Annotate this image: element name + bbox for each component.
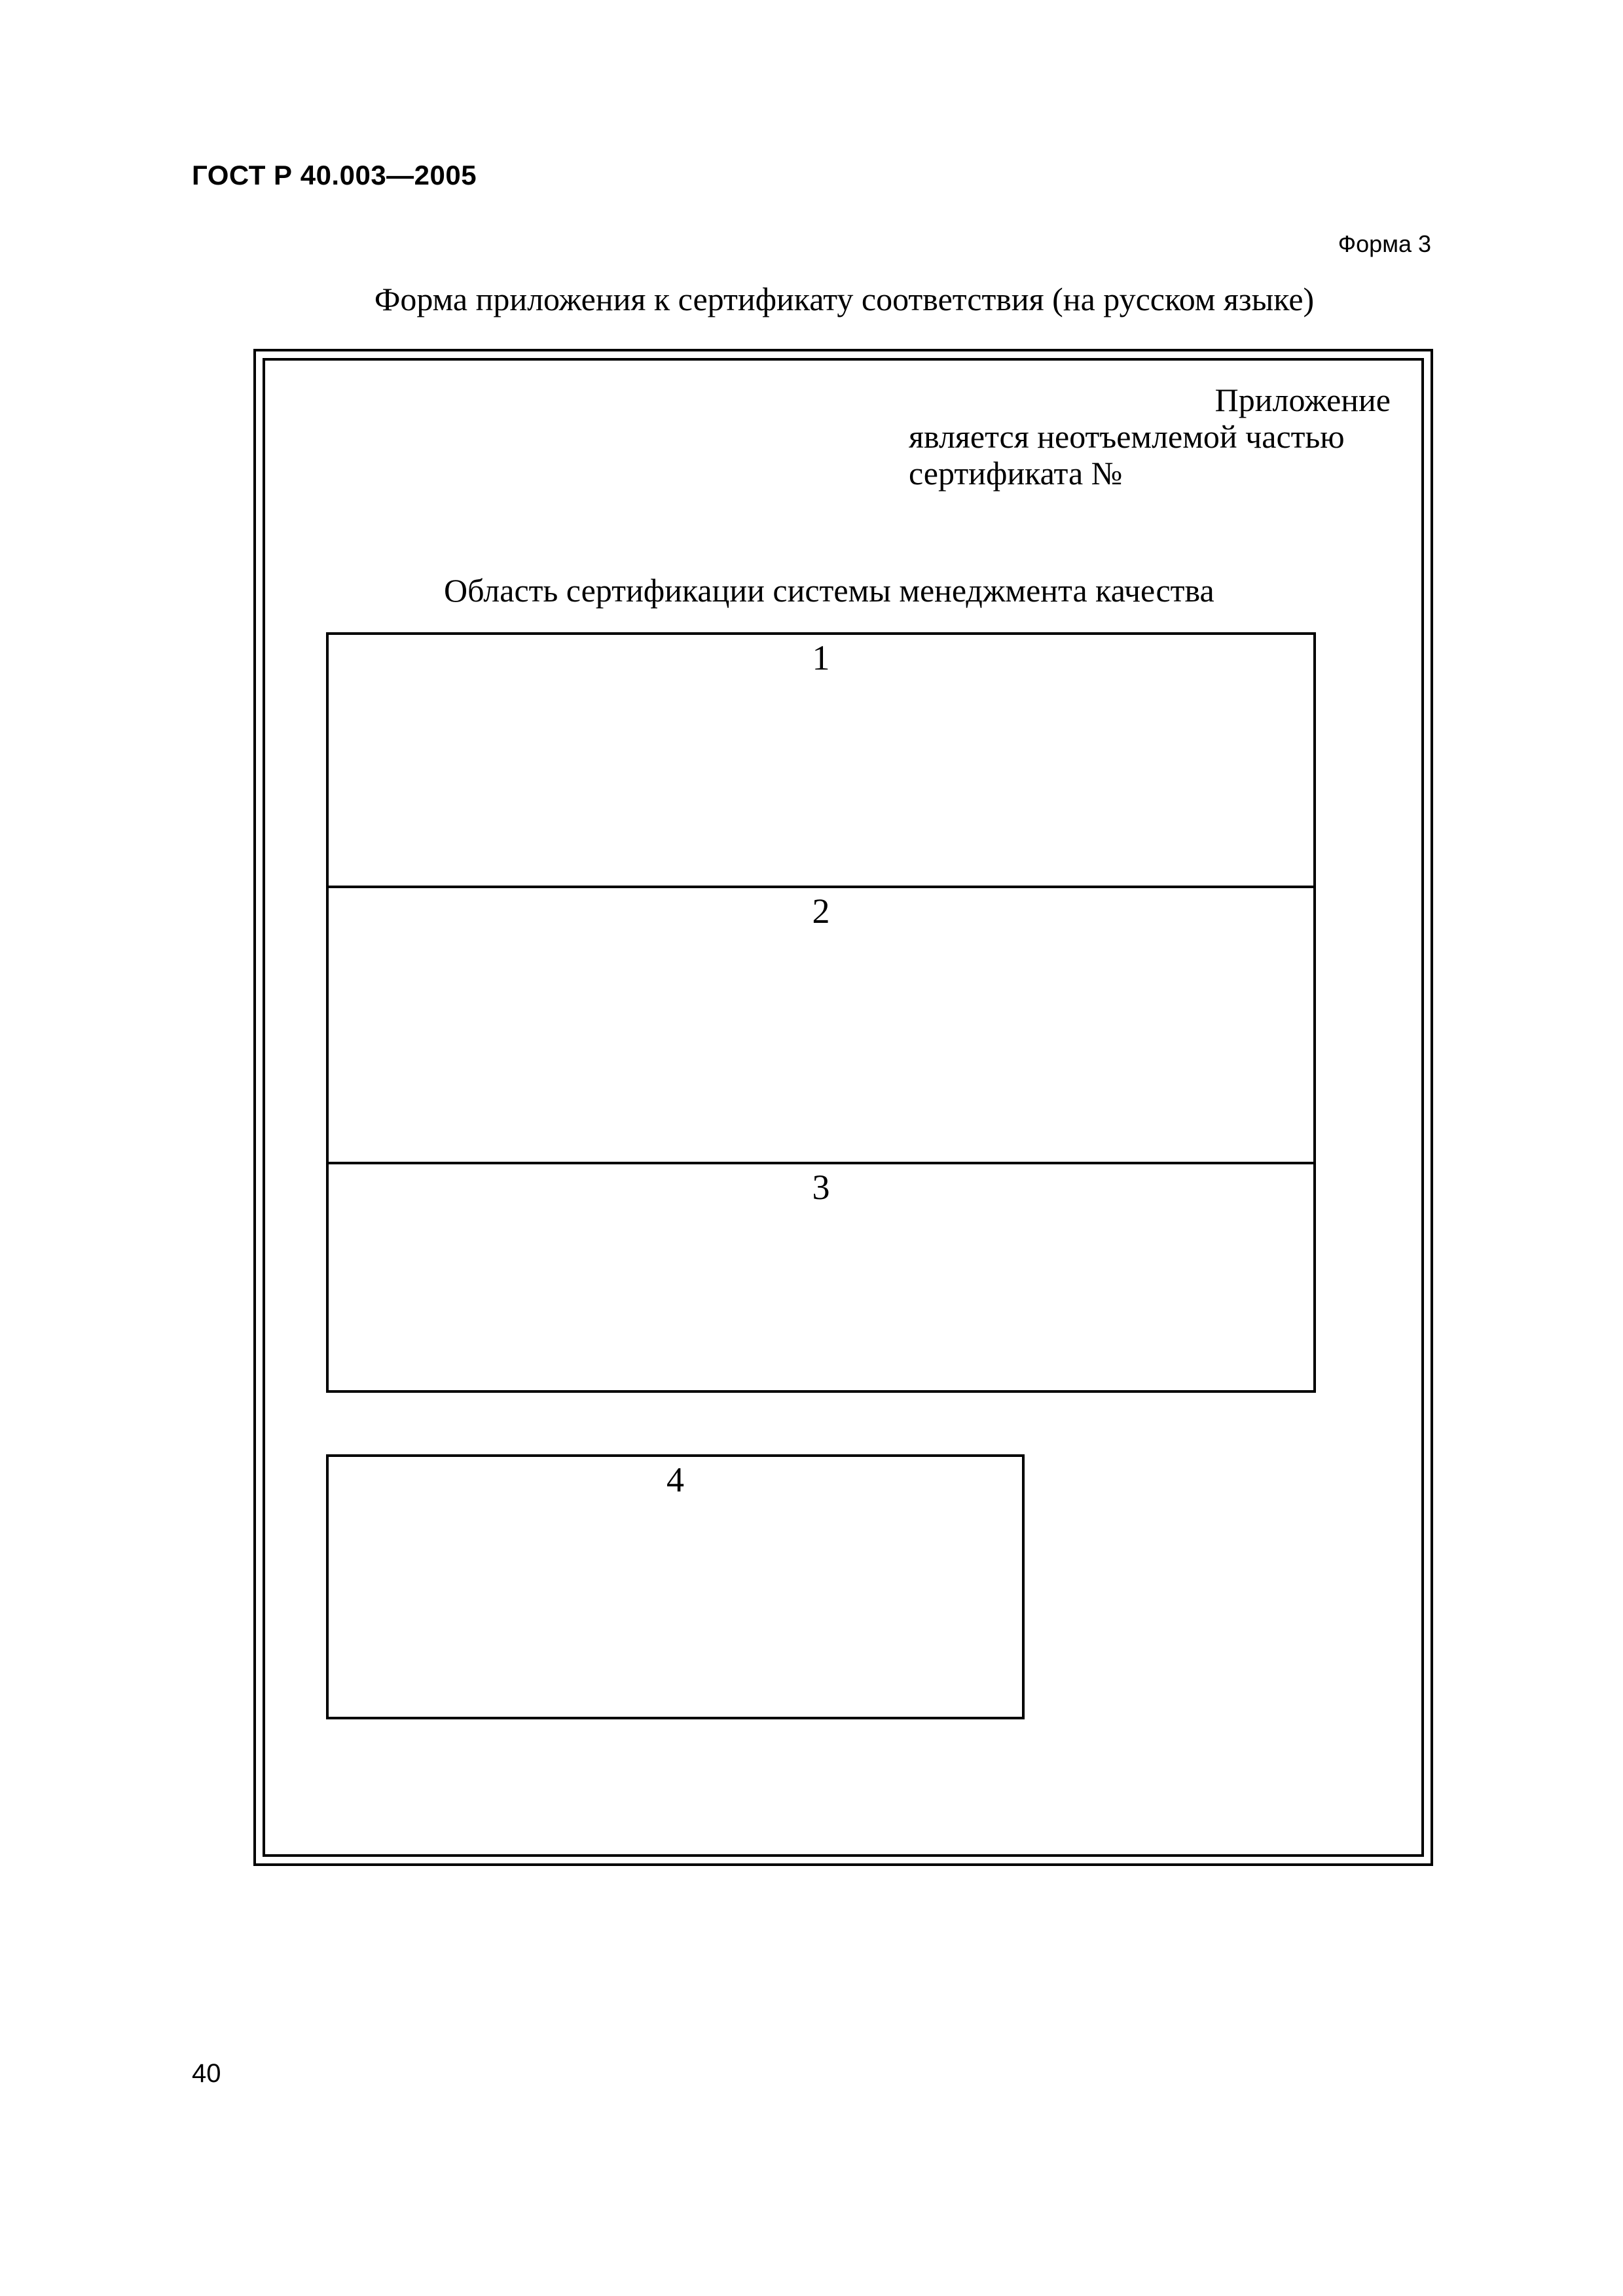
scope-title: Область сертификации системы менеджмента качества [444,572,1214,609]
field-box-3 [326,1162,1316,1393]
field-number: 1 [812,638,830,677]
field-number: 3 [812,1168,830,1207]
appendix-note-line-2: сертификата № [909,455,1123,492]
field-box-4 [326,1454,1025,1719]
field-box-1 [326,632,1316,888]
field-box-2 [326,886,1316,1164]
page-number: 40 [192,2059,221,2088]
standard-designation: ГОСТ Р 40.003—2005 [192,160,477,190]
form-title: Форма приложения к сертификату соответствия (на русском языке) [374,281,1315,317]
form-label: Форма 3 [1338,230,1431,257]
appendix-note-line-1: является неотъемлемой частью [909,418,1345,455]
field-number: 2 [812,891,830,931]
appendix-heading: Приложение [1214,382,1391,418]
field-number: 4 [666,1460,684,1499]
